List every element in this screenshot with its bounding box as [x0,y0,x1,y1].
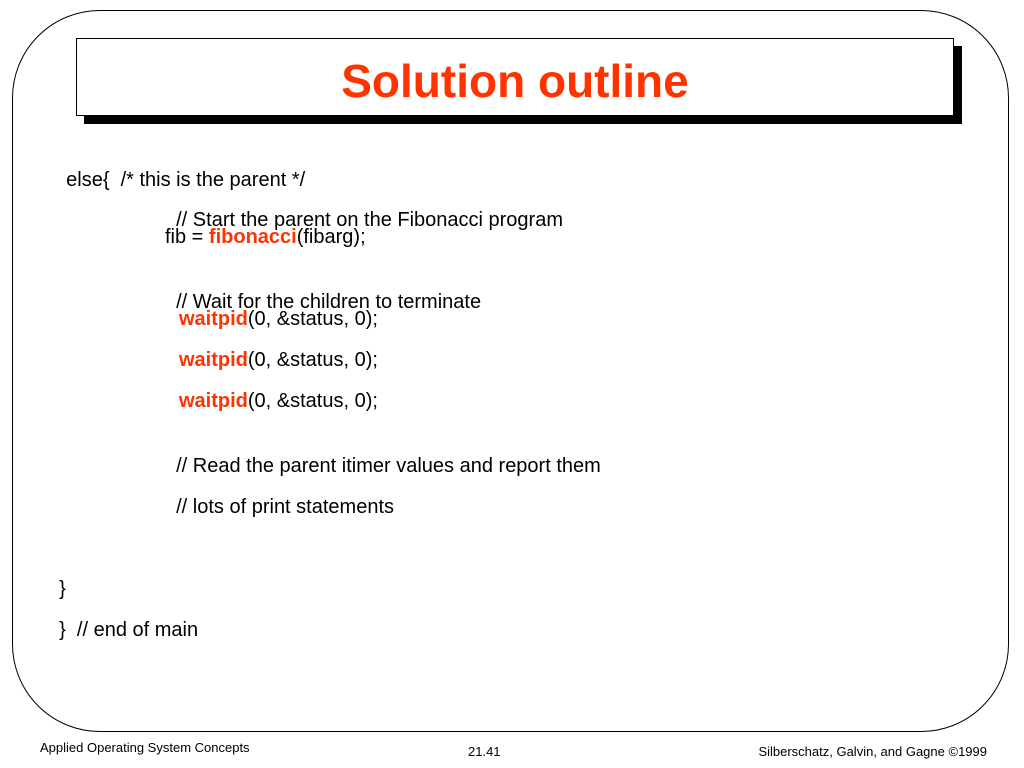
title-box [76,38,954,116]
function-name: fibonacci [208,226,297,248]
code-line-11 [48,594,198,642]
code-line-3 [165,225,366,249]
code-text: (0, &status, 0); [247,349,378,371]
slide-title: Solution outline [341,55,689,107]
code-text: // lots of print statements [176,496,394,518]
code-text: } // end of main [59,619,199,641]
code-text: (0, &status, 0); [247,308,378,330]
footer-right: Silberschatz, Galvin, and Gagne ©1999 [758,744,987,759]
footer-left: Applied Operating System Concepts [40,740,250,755]
footer-page-number: 21.41 [468,744,501,759]
code-text: // Read the parent itimer values and report them [176,455,601,477]
function-name: waitpid [179,349,248,371]
code-text: (fibarg); [296,226,366,248]
code-text: (0, &status, 0); [247,390,378,412]
code-line-9 [165,471,394,519]
code-text: // Wait for the children to terminate [176,291,482,313]
code-line-6 [179,348,378,372]
code-line-7 [179,389,378,413]
function-name: waitpid [179,390,248,412]
code-text: // Start the parent on the Fibonacci program [176,209,563,231]
code-text: } [59,578,66,600]
code-text: fib = [165,226,209,248]
function-name: waitpid [179,308,248,330]
code-line-5 [179,307,378,331]
code-text: else{ /* this is the parent */ [66,169,306,191]
